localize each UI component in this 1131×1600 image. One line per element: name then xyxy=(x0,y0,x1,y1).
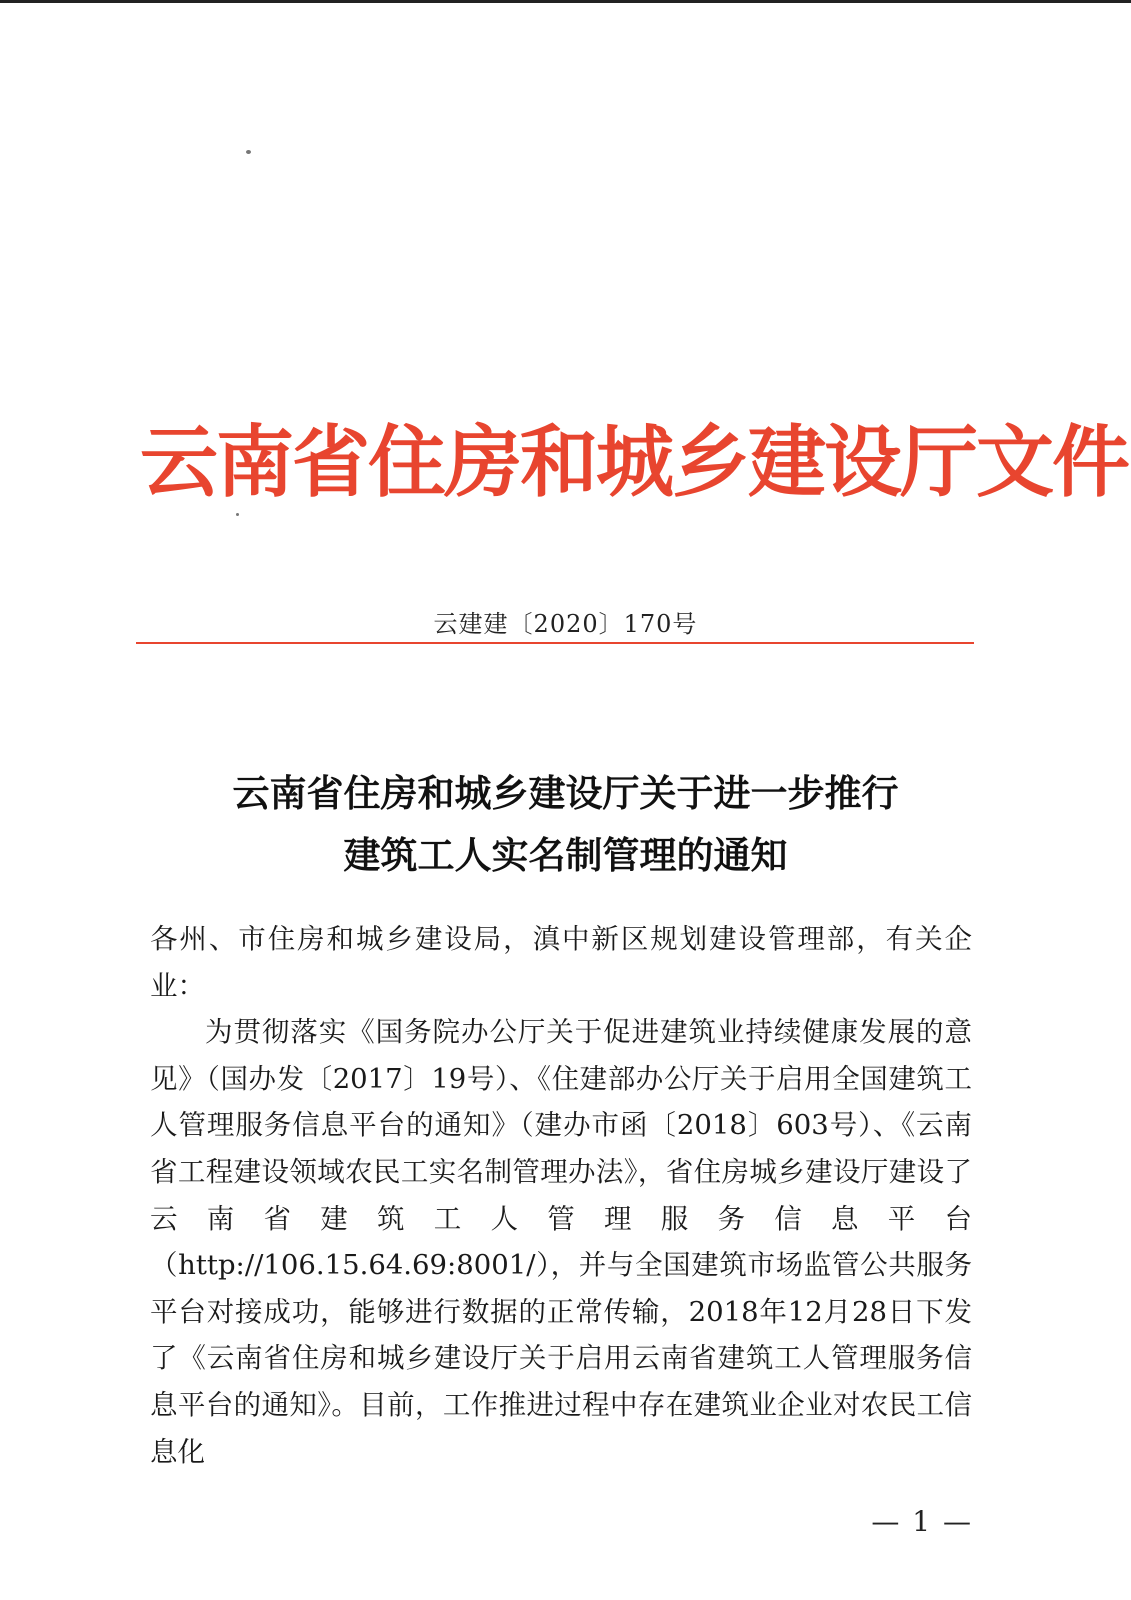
scan-speck xyxy=(236,513,239,516)
title-line: 云南省住房和城乡建设厅关于进一步推行 xyxy=(232,771,899,815)
page-top-edge xyxy=(0,0,1131,3)
document-title xyxy=(0,762,1131,886)
body-paragraph: 为贯彻落实《国务院办公厅关于促进建筑业持续健康发展的意见》（国办发〔2017〕19号）、《住建部办公厅关于启用全国建筑工人管理服务信息平台的通知》（建办市函〔2018〕603号）、《云南省工程建设领域农民工实名制管理办法》，省住房城乡建设厅建设了云南省建筑工人管理服务信息平台（http://106.15.64.69:8001/），并与全国建筑市场监管公共服务平台对接成功，能够进行数据的正常传输，2018年12月28日下发了《云南省住房和城乡建设厅关于启用云南省建筑工人管理服务信息平台的通知》。目前，工作推进过程中存在建筑业企业对农民工信息化 xyxy=(150,1016,972,1468)
document-body xyxy=(150,916,972,1475)
title-line: 建筑工人实名制管理的通知 xyxy=(343,833,788,877)
document-masthead: 云南省住房和城乡建设厅文件 xyxy=(140,417,1129,508)
scan-speck xyxy=(246,150,251,154)
page-number: — 1 — xyxy=(871,1505,973,1538)
red-divider-line xyxy=(136,642,974,644)
document-number: 云建建〔2020〕170号 xyxy=(433,610,698,638)
addressee: 各州、市住房和城乡建设局，滇中新区规划建设管理部，有关企业： xyxy=(150,923,972,1002)
